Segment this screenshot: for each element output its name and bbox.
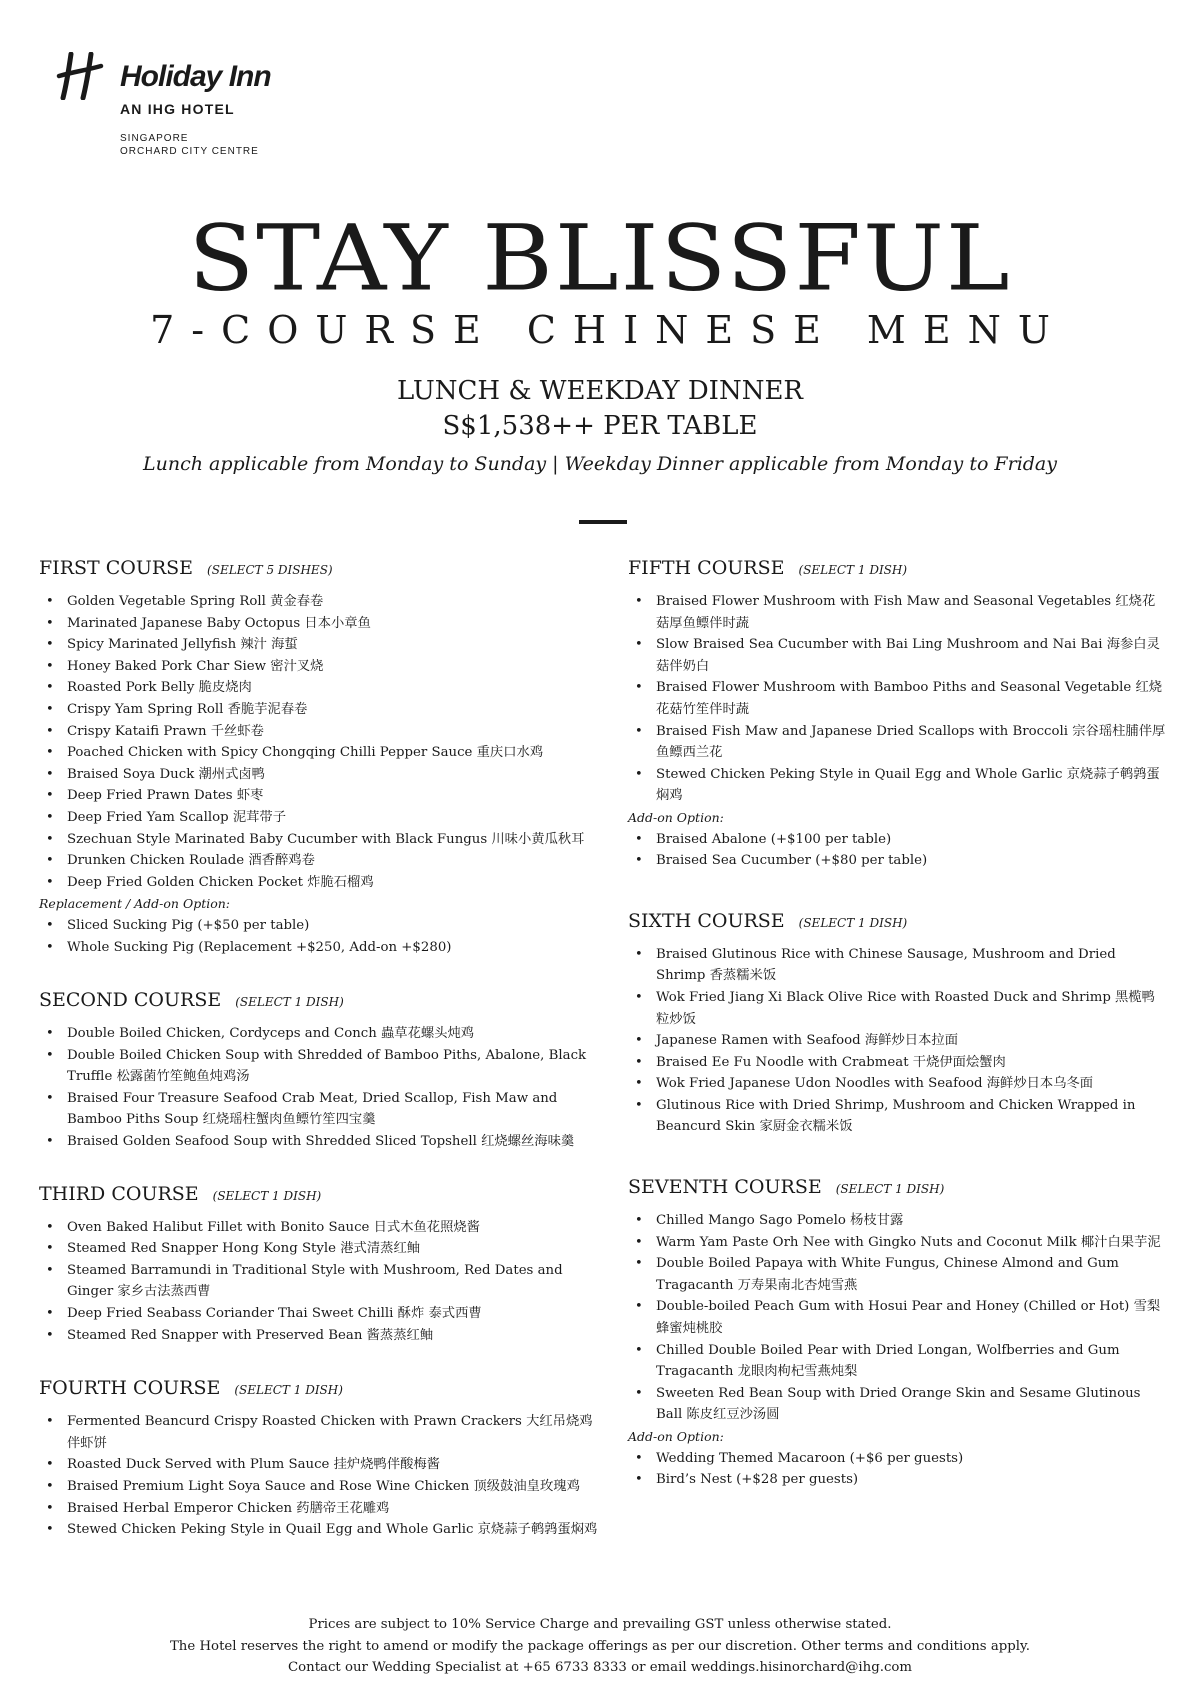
dish-list — [628, 1210, 1168, 1426]
dish-item: • Deep Fried Golden Chicken Pocket 炸脆石榴鸡 — [39, 872, 599, 894]
hotel-logo — [55, 52, 315, 162]
dish-item: • Crispy Yam Spring Roll 香脆芋泥春卷 — [39, 699, 599, 721]
course-selection-note: (SELECT 1 DISH) — [235, 995, 344, 1010]
course-selection-note: (SELECT 5 DISHES) — [207, 563, 333, 577]
brand-location — [120, 132, 259, 158]
course-third — [39, 1181, 599, 1347]
course-seventh — [628, 1174, 1168, 1491]
option-label: Add-on Option: — [628, 1429, 724, 1444]
menu-column-right — [628, 555, 1168, 1521]
course-selection-note: (SELECT 1 DISH) — [234, 1383, 343, 1398]
dish-item: • Chilled Double Boiled Pear with Dried Longan, Wolfberries and Gum Tragacanth 龙眼肉枸杞雪燕炖梨 — [628, 1340, 1168, 1383]
course-title: FIFTH COURSE — [628, 557, 785, 579]
course-heading — [628, 555, 1168, 583]
dish-item: • Golden Vegetable Spring Roll 黄金春卷 — [39, 591, 599, 613]
course-selection-note: (SELECT 1 DISH) — [212, 1188, 322, 1203]
dish-item: • Deep Fried Prawn Dates 虾枣 — [39, 785, 599, 807]
option-label: Replacement / Add-on Option: — [39, 896, 231, 912]
dish-item: • Sweeten Red Bean Soup with Dried Orange Skin and Sesame Glutinous Ball 陈皮红豆沙汤圆 — [628, 1383, 1168, 1426]
course-title: FOURTH COURSE — [39, 1377, 221, 1400]
footer-line-3: Contact our Wedding Specialist at +65 6733 8333 or email weddings.hisinorchard@ihg.com — [287, 1660, 913, 1676]
dish-item: • Drunken Chicken Roulade 酒香醉鸡卷 — [39, 850, 599, 872]
course-first — [39, 555, 599, 958]
dish-list — [39, 591, 599, 893]
dish-item: • Warm Yam Paste Orh Nee with Gingko Nuts and Coconut Milk 椰汁白果芋泥 — [628, 1232, 1168, 1254]
dish-item: • Double Boiled Papaya with White Fungus, Chinese Almond and Gum Tragacanth 万寿果南北杏炖雪燕 — [628, 1253, 1168, 1296]
dish-item: • Honey Baked Pork Char Siew 密汁叉烧 — [39, 656, 599, 678]
option-item: • Sliced Sucking Pig (+$50 per table) — [39, 915, 599, 937]
footer-line-1: Prices are subject to 10% Service Charge and prevailing GST unless otherwise stated. — [308, 1617, 892, 1632]
dish-item: • Braised Flower Mushroom with Fish Maw and Seasonal Vegetables 红烧花菇厚鱼鳔伴时蔬 — [628, 591, 1168, 634]
dish-item: • Roasted Pork Belly 脆皮烧肉 — [39, 677, 599, 699]
dish-item: • Double-boiled Peach Gum with Hosui Pear and Honey (Chilled or Hot) 雪梨蜂蜜炖桃胶 — [628, 1296, 1168, 1339]
dish-list — [628, 591, 1168, 807]
dish-item: • Slow Braised Sea Cucumber with Bai Ling Mushroom and Nai Bai 海参白灵菇伴奶白 — [628, 634, 1168, 677]
course-fourth — [39, 1375, 599, 1541]
course-title: SEVENTH COURSE — [628, 1176, 822, 1199]
course-heading — [628, 908, 1168, 936]
dish-list — [39, 1023, 599, 1153]
footer — [0, 1614, 1200, 1679]
course-title: FIRST COURSE — [39, 557, 194, 579]
menu-column-left — [39, 555, 599, 1571]
price-heading: S$1,538++ PER TABLE — [442, 411, 758, 441]
page-title: STAY BLISSFUL — [188, 204, 1012, 312]
course-title: SIXTH COURSE — [628, 909, 785, 932]
dish-item: • Braised Herbal Emperor Chicken 药膳帝王花雕鸡 — [39, 1498, 599, 1520]
dish-item: • Steamed Barramundi in Traditional Style with Mushroom, Red Dates and Ginger 家乡古法蒸西曹 — [39, 1260, 599, 1303]
course-heading — [39, 555, 599, 583]
dish-item: • Spicy Marinated Jellyfish 辣汁 海蜇 — [39, 634, 599, 656]
dish-item: • Roasted Duck Served with Plum Sauce 挂炉烧鸭伴酸梅酱 — [39, 1454, 599, 1476]
dish-item: • Steamed Red Snapper with Preserved Bean 酱蒸蒸红鲉 — [39, 1325, 599, 1347]
dish-item: • Marinated Japanese Baby Octopus 日本小章鱼 — [39, 613, 599, 635]
footer-line-2: The Hotel reserves the right to amend or modify the package offerings as per our discretion. Other terms and conditions apply. — [169, 1638, 1031, 1654]
option-item: • Braised Abalone (+$100 per table) — [628, 829, 1168, 851]
location-line-2: ORCHARD CITY CENTRE — [120, 146, 259, 157]
dish-item: • Braised Ee Fu Noodle with Crabmeat 干烧伊面烩蟹肉 — [628, 1052, 1168, 1074]
dish-item: • Braised Premium Light Soya Sauce and Rose Wine Chicken 顶级鼓油皇玫瑰鸡 — [39, 1476, 599, 1498]
dish-item: • Braised Glutinous Rice with Chinese Sausage, Mushroom and Dried Shrimp 香蒸糯米饭 — [628, 944, 1168, 987]
dish-list — [628, 944, 1168, 1138]
availability-note: Lunch applicable from Monday to Sunday | Weekday Dinner applicable from Monday to Friday — [143, 453, 1057, 475]
holiday-inn-h-logo-icon — [55, 52, 105, 100]
dish-item: • Double Boiled Chicken Soup with Shredded of Bamboo Piths, Abalone, Black Truffle 松露菌竹笙鲍鱼炖鸡汤 — [39, 1045, 599, 1088]
dish-item: • Chilled Mango Sago Pomelo 杨枝甘露 — [628, 1210, 1168, 1232]
dish-list — [39, 1217, 599, 1347]
course-heading — [39, 1181, 599, 1209]
divider — [579, 520, 627, 524]
location-line-1: SINGAPORE — [120, 133, 189, 144]
dish-item: • Stewed Chicken Peking Style in Quail Egg and Whole Garlic 京烧蒜子鹌鹑蛋焖鸡 — [628, 764, 1168, 807]
option-list — [628, 1448, 1168, 1491]
dish-item: • Braised Flower Mushroom with Bamboo Piths and Seasonal Vegetable 红烧花菇竹笙伴时蔬 — [628, 677, 1168, 720]
option-list — [39, 915, 599, 958]
course-fifth — [628, 555, 1168, 872]
course-heading — [39, 987, 599, 1015]
course-title: THIRD COURSE — [39, 1182, 199, 1205]
dish-item: • Deep Fried Yam Scallop 泥茸带子 — [39, 807, 599, 829]
dish-item: • Double Boiled Chicken, Cordyceps and Conch 蟲草花螺头炖鸡 — [39, 1023, 599, 1045]
dish-item: • Szechuan Style Marinated Baby Cucumber with Black Fungus 川味小黄瓜秋耳 — [39, 829, 599, 851]
brand-name: Holiday Inn — [120, 60, 271, 93]
option-item: • Bird’s Nest (+$28 per guests) — [628, 1469, 1168, 1491]
dish-item: • Braised Four Treasure Seafood Crab Meat, Dried Scallop, Fish Maw and Bamboo Piths Soup 红烧瑶柱蟹肉鱼鳔竹笙四宝羹 — [39, 1088, 599, 1131]
option-item: • Whole Sucking Pig (Replacement +$250, Add-on +$280) — [39, 937, 599, 959]
dish-item: • Wok Fried Japanese Udon Noodles with Seafood 海鲜炒日本乌冬面 — [628, 1073, 1168, 1095]
course-heading — [39, 1375, 599, 1403]
dish-list — [39, 1411, 599, 1541]
course-sixth — [628, 908, 1168, 1138]
dish-item: • Wok Fried Jiang Xi Black Olive Rice with Roasted Duck and Shrimp 黑榄鸭粒炒饭 — [628, 987, 1168, 1030]
dish-item: • Braised Fish Maw and Japanese Dried Scallops with Broccoli 宗谷瑶柱脯伴厚鱼鳔西兰花 — [628, 721, 1168, 764]
option-label: Add-on Option: — [628, 809, 724, 825]
dish-item: • Steamed Red Snapper Hong Kong Style 港式清蒸红鲉 — [39, 1238, 599, 1260]
dish-item: • Stewed Chicken Peking Style in Quail Egg and Whole Garlic 京烧蒜子鹌鹑蛋焖鸡 — [39, 1519, 599, 1541]
course-selection-note: (SELECT 1 DISH) — [798, 915, 908, 930]
dish-item: • Fermented Beancurd Crispy Roasted Chicken with Prawn Crackers 大红吊烧鸡伴虾饼 — [39, 1411, 599, 1454]
dish-item: • Braised Golden Seafood Soup with Shredded Sliced Topshell 红烧螺丝海味羹 — [39, 1131, 599, 1153]
course-second — [39, 987, 599, 1153]
option-list — [628, 829, 1168, 872]
dish-item: • Japanese Ramen with Seafood 海鲜炒日本拉面 — [628, 1030, 1168, 1052]
dish-item: • Glutinous Rice with Dried Shrimp, Mushroom and Chicken Wrapped in Beancurd Skin 家厨金衣糯米饭 — [628, 1095, 1168, 1138]
option-item: • Braised Sea Cucumber (+$80 per table) — [628, 850, 1168, 872]
service-heading: LUNCH & WEEKDAY DINNER — [396, 376, 804, 406]
dish-item: • Oven Baked Halibut Fillet with Bonito Sauce 日式木鱼花照烧酱 — [39, 1217, 599, 1239]
course-heading — [628, 1174, 1168, 1202]
dish-item: • Crispy Kataifi Prawn 千丝虾卷 — [39, 721, 599, 743]
page-subtitle: 7-COURSE CHINESE MENU — [150, 308, 1067, 352]
dish-item: • Deep Fried Seabass Coriander Thai Sweet Chilli 酥炸 泰式西曹 — [39, 1303, 599, 1325]
dish-item: • Braised Soya Duck 潮州式卤鸭 — [39, 764, 599, 786]
course-selection-note: (SELECT 1 DISH) — [798, 563, 908, 577]
course-title: SECOND COURSE — [39, 989, 222, 1012]
brand-subtitle: AN IHG HOTEL — [120, 101, 235, 117]
course-selection-note: (SELECT 1 DISH) — [835, 1182, 945, 1197]
option-item: • Wedding Themed Macaroon (+$6 per guests) — [628, 1448, 1168, 1470]
dish-item: • Poached Chicken with Spicy Chongqing Chilli Pepper Sauce 重庆口水鸡 — [39, 742, 599, 764]
